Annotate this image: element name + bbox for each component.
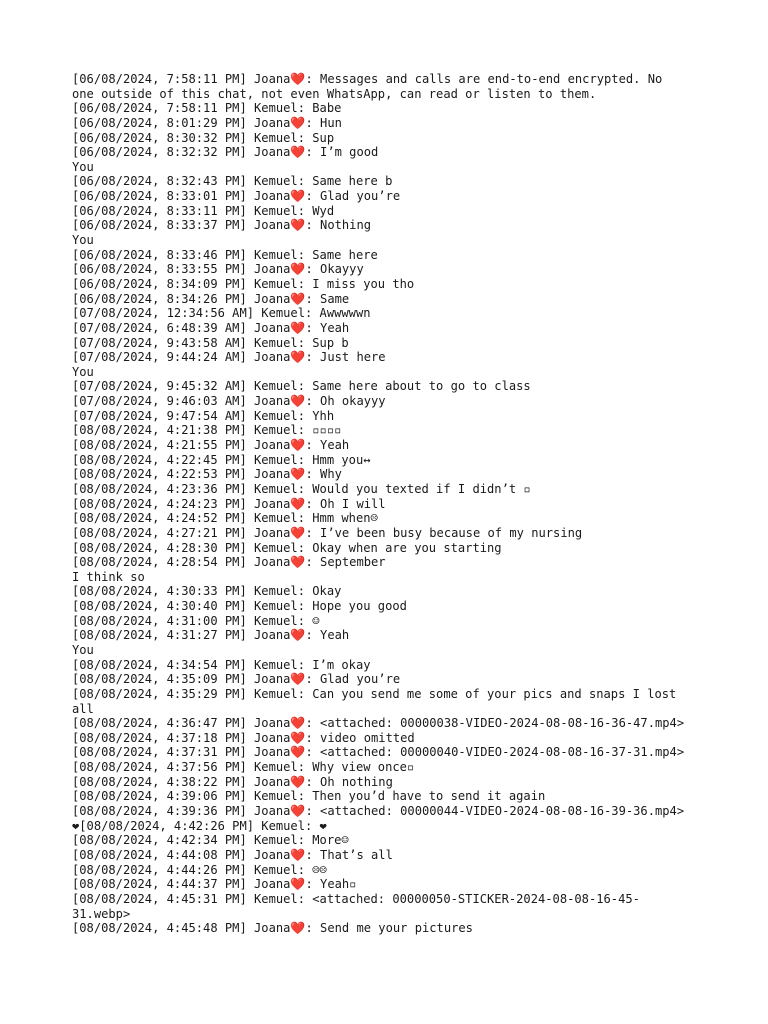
transcript-line: You bbox=[72, 364, 94, 379]
transcript-line: [08/08/2024, 4:31:27 PM] Joana❤️: Yeah bbox=[72, 628, 350, 643]
transcript-line: [08/08/2024, 4:45:31 PM] Kemuel: <attached: 00000050-STICKER-2024-08-08-16-45- bbox=[72, 891, 640, 906]
transcript-line: [08/08/2024, 4:31:00 PM] Kemuel: ☺ bbox=[72, 613, 320, 628]
transcript-line: [07/08/2024, 9:47:54 AM] Kemuel: Yhh bbox=[72, 408, 335, 423]
transcript-line: [06/08/2024, 8:33:11 PM] Kemuel: Wyd bbox=[72, 203, 335, 218]
transcript-line: 31.webp> bbox=[72, 906, 131, 921]
transcript-line: [08/08/2024, 4:37:31 PM] Joana❤️: <attached: 00000040-VIDEO-2024-08-08-16-37-31.mp4> bbox=[72, 745, 685, 760]
transcript-line: [08/08/2024, 4:35:29 PM] Kemuel: Can you send me some of your pics and snaps I lost bbox=[72, 686, 677, 701]
transcript-line: [07/08/2024, 6:48:39 AM] Joana❤️: Yeah bbox=[72, 320, 350, 335]
transcript-line: [08/08/2024, 4:21:38 PM] Kemuel: ▫▫▫▫ bbox=[72, 423, 342, 438]
transcript-line: [08/08/2024, 4:21:55 PM] Joana❤️: Yeah bbox=[72, 438, 350, 453]
transcript-line: [08/08/2024, 4:30:33 PM] Kemuel: Okay bbox=[72, 584, 342, 599]
transcript-line: You bbox=[72, 159, 94, 174]
transcript-line: [08/08/2024, 4:45:48 PM] Joana❤️: Send me your pictures bbox=[72, 921, 473, 936]
transcript-line: [07/08/2024, 9:45:32 AM] Kemuel: Same here about to go to class bbox=[72, 379, 531, 394]
transcript-line: [08/08/2024, 4:23:36 PM] Kemuel: Would you texted if I didn’t ▫ bbox=[72, 481, 531, 496]
transcript-line: [08/08/2024, 4:37:56 PM] Kemuel: Why view once▫ bbox=[72, 760, 415, 775]
transcript-line: [08/08/2024, 4:24:23 PM] Joana❤️: Oh I will bbox=[72, 496, 386, 511]
transcript-line: ❤[08/08/2024, 4:42:26 PM] Kemuel: ❤ bbox=[72, 818, 327, 833]
transcript-line: [06/08/2024, 8:32:43 PM] Kemuel: Same here b bbox=[72, 174, 393, 189]
transcript-line: [06/08/2024, 8:34:09 PM] Kemuel: I miss you tho bbox=[72, 276, 415, 291]
transcript-line: [07/08/2024, 9:44:24 AM] Joana❤️: Just here bbox=[72, 350, 386, 365]
transcript-line: [06/08/2024, 7:58:11 PM] Joana❤️: Messages and calls are end-to-end encrypted. No bbox=[72, 72, 663, 86]
transcript-line: [06/08/2024, 8:30:32 PM] Kemuel: Sup bbox=[72, 130, 335, 145]
transcript-line: [08/08/2024, 4:42:34 PM] Kemuel: More☺ bbox=[72, 833, 349, 848]
transcript-line: You bbox=[72, 642, 94, 657]
transcript-line: [08/08/2024, 4:30:40 PM] Kemuel: Hope you good bbox=[72, 599, 407, 614]
transcript-line: [06/08/2024, 8:33:46 PM] Kemuel: Same here bbox=[72, 247, 378, 262]
transcript-line: [08/08/2024, 4:22:53 PM] Joana❤️: Why bbox=[72, 467, 342, 482]
transcript-line: [08/08/2024, 4:44:37 PM] Joana❤️: Yeah▫ bbox=[72, 877, 357, 892]
transcript-line: [06/08/2024, 7:58:11 PM] Kemuel: Babe bbox=[72, 101, 342, 116]
transcript-line: You bbox=[72, 233, 94, 248]
transcript-line: [08/08/2024, 4:35:09 PM] Joana❤️: Glad you’re bbox=[72, 672, 401, 687]
transcript-line: [08/08/2024, 4:22:45 PM] Kemuel: Hmm you↔ bbox=[72, 452, 371, 467]
transcript-line: I think so bbox=[72, 569, 145, 584]
transcript-line: all bbox=[72, 701, 94, 716]
transcript-line: [08/08/2024, 4:24:52 PM] Kemuel: Hmm when☹ bbox=[72, 511, 378, 526]
chat-transcript bbox=[72, 72, 702, 936]
transcript-line: [08/08/2024, 4:28:54 PM] Joana❤️: September bbox=[72, 555, 386, 570]
transcript-line: [08/08/2024, 4:38:22 PM] Joana❤️: Oh nothing bbox=[72, 774, 393, 789]
transcript-line: [08/08/2024, 4:37:18 PM] Joana❤️: video omitted bbox=[72, 730, 415, 745]
transcript-line: one outside of this chat, not even WhatsApp, can read or listen to them. bbox=[72, 86, 597, 101]
transcript-line: [06/08/2024, 8:01:29 PM] Joana❤️: Hun bbox=[72, 115, 342, 130]
transcript-line: [06/08/2024, 8:34:26 PM] Joana❤️: Same bbox=[72, 291, 350, 306]
transcript-line: [06/08/2024, 8:33:37 PM] Joana❤️: Nothing bbox=[72, 218, 372, 233]
transcript-line: [08/08/2024, 4:39:06 PM] Kemuel: Then you’d have to send it again bbox=[72, 789, 546, 804]
transcript-line: [08/08/2024, 4:39:36 PM] Joana❤️: <attached: 00000044-VIDEO-2024-08-08-16-39-36.mp4> bbox=[72, 804, 685, 819]
transcript-line: [07/08/2024, 12:34:56 AM] Kemuel: Awwwwwn bbox=[72, 306, 371, 321]
transcript-line: [08/08/2024, 4:44:08 PM] Joana❤️: That’s all bbox=[72, 847, 393, 862]
transcript-line: [06/08/2024, 8:33:01 PM] Joana❤️: Glad you’re bbox=[72, 189, 401, 204]
transcript-line: [06/08/2024, 8:33:55 PM] Joana❤️: Okayyy bbox=[72, 262, 364, 277]
transcript-line: [08/08/2024, 4:36:47 PM] Joana❤️: <attached: 00000038-VIDEO-2024-08-08-16-36-47.mp4> bbox=[72, 716, 685, 731]
transcript-line: [06/08/2024, 8:32:32 PM] Joana❤️: I’m good bbox=[72, 145, 379, 160]
transcript-line: [07/08/2024, 9:43:58 AM] Kemuel: Sup b bbox=[72, 335, 349, 350]
transcript-line: [08/08/2024, 4:34:54 PM] Kemuel: I’m okay bbox=[72, 657, 371, 672]
transcript-line: [08/08/2024, 4:27:21 PM] Joana❤️: I’ve been busy because of my nursing bbox=[72, 525, 583, 540]
transcript-line: [08/08/2024, 4:44:26 PM] Kemuel: ☹☹ bbox=[72, 862, 327, 877]
transcript-line: [07/08/2024, 9:46:03 AM] Joana❤️: Oh okayyy bbox=[72, 394, 386, 409]
transcript-line: [08/08/2024, 4:28:30 PM] Kemuel: Okay when are you starting bbox=[72, 540, 502, 555]
